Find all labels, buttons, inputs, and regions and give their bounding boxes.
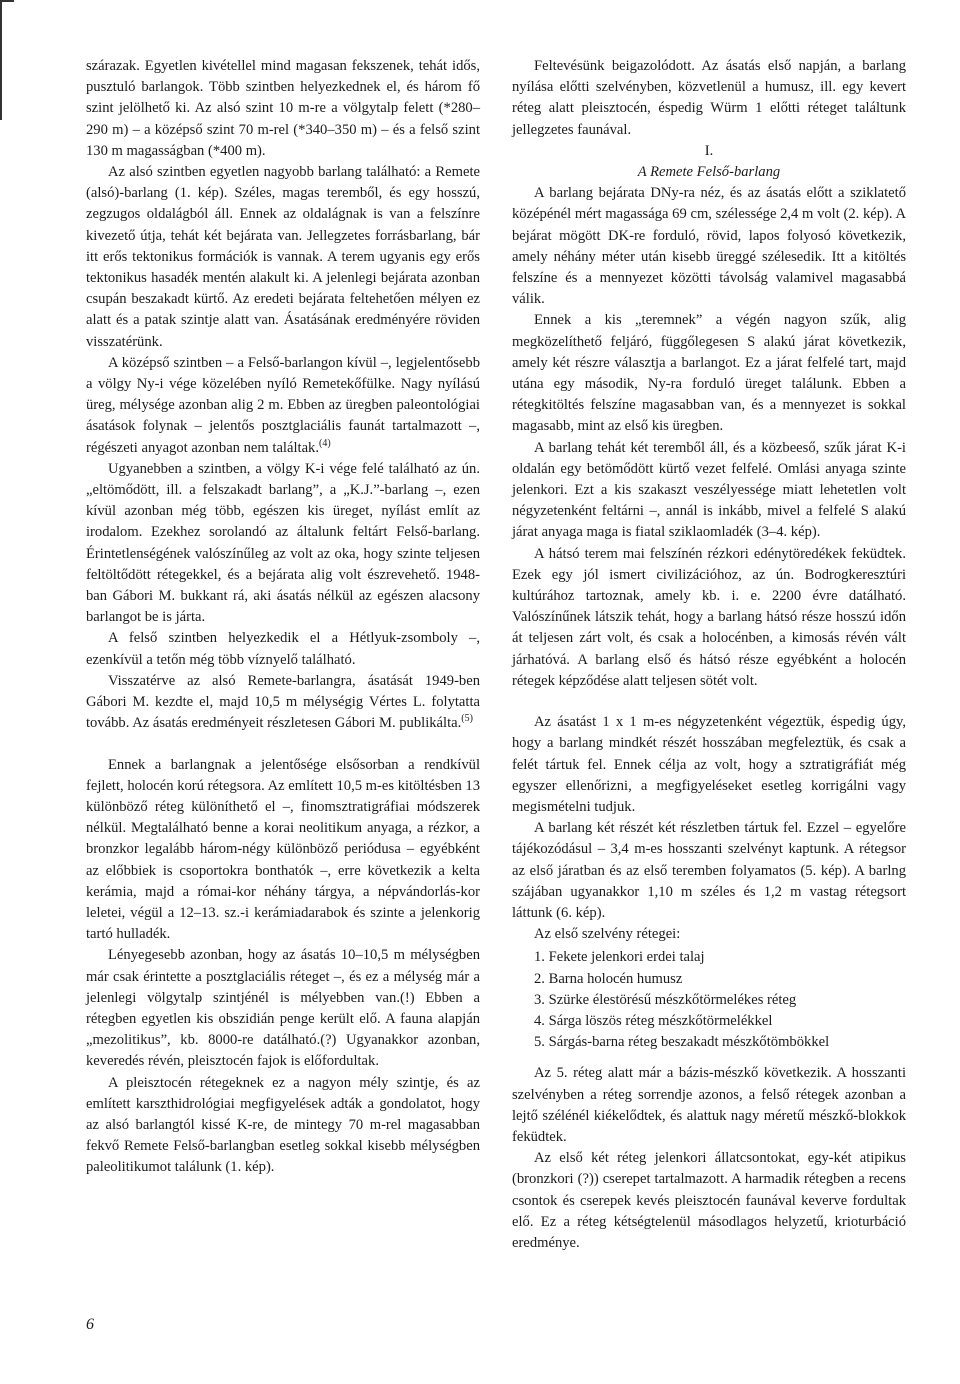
paragraph: Az első két réteg jelenkori állatcsontokat, egy-két atipikus (bronzkori (?)) cserepet tartalmazott. A harmadik rétegben a recens csontok és cserepek kevés pleisztocén faunával keverve fordultak elő. Ez a réteg kétségtelenül másodlagos helyzetű, krioturbáció eredménye. bbox=[512, 1150, 906, 1251]
paragraph: A barlang tehát két teremből áll, és a közbeeső, szűk járat K-i oldalán egy betömődött kürtő vezet felfelé. Omlási anyaga szinte jelenkori. Ezt a kis szakaszt veszélyessége miatt lehetetlen volt négyzetenként feltárni –, annál is inkább, mivel a felfelé S alakú járat anyaga maga is fiatal sziklaomladék (3–4. kép). bbox=[512, 439, 906, 541]
paragraph: Lényegesebb azonban, hogy az ásatás 10–10,5 m mélységben már csak érintette a posztglaciális réteget –, és ez a mélység már a jelenlegi völgytalp szintjénél is mélyebben van.(!) Ebben a rétegben egyetlen kis obszidián penge került elő. A fauna alapján „mezolitikus”, kb. 8000-re datálható.(?) Ugyanakkor azonban, keveredés révén, pleisztocén fajok is előfordultak. bbox=[86, 947, 480, 1070]
section-number: I. bbox=[704, 142, 714, 159]
page-number: 6 bbox=[86, 1316, 94, 1333]
paragraph: A hátsó terem mai felszínén rézkori edénytöredékek feküdtek. Ezek egy jól ismert civilizációhoz, az ún. Bodrogkeresztúri kultúrához tartoznak, amely kb. i. e. 2200 évre datálható. Valószínűnek látszik tehát, hogy a barlang hátsó része hosszú időn át teljesen zárt volt, és csak a holocénben, a kimosás révén vált járhatóvá. A barlang első és hátsó része egyébként a holocén rétegek képződése alatt teljesen sötét volt. bbox=[512, 545, 906, 689]
layer-list bbox=[512, 947, 906, 1053]
paragraph: A barlang két részét két részletben tártuk fel. Ezzel – egyelőre tájékozódásul – 3,4 m-es hosszanti szelvényt kaptunk. A rétegsor az első járatban és az első teremben folyamatos (5. kép). A barlng szájában ugyanakkor 1,10 m széles és 1,2 m vastag rétegsort láttunk (6. kép). bbox=[512, 820, 906, 921]
list-item: 3. Szürke élestörésű mészkőtörmelékes réteg bbox=[534, 991, 797, 1008]
paragraph: Az 5. réteg alatt már a bázis-mészkő következik. A hosszanti szelvényben a réteg sorrendje azonos, a felső rétegek azonban a lejtő szélénél kiékelődtek, és alattuk nagy méretű mészkő-blokkok feküdtek. bbox=[512, 1065, 906, 1145]
layer-list-intro: Az első szelvény rétegei: bbox=[534, 926, 681, 943]
paragraph: A barlang bejárata DNy-ra néz, és az ásatás előtt a sziklatető középénél mért magassága 69 cm, szélessége 2,4 m volt (2. kép). A bejárat mögött DK-re forduló, rövid, lapos folyosó következik, amely néhány méter után kisebb üreggé szélesedik. Itt a kitöltés felszíne és a mennyezet közötti távolság valamivel magasabbá válik. bbox=[512, 185, 906, 308]
paragraph: Feltevésünk beigazolódott. Az ásatás első napján, a barlang nyílása előtti szelvényben, közvetlenül a humusz, ill. egy kevert réteg alatt pleisztocén, éspedig Würm 1 előtti réteget találtunk jellegzetes faunával. bbox=[512, 58, 906, 138]
list-item: 1. Fekete jelenkori erdei talaj bbox=[534, 949, 705, 966]
list-item: 5. Sárgás-barna réteg beszakadt mészkőtömbökkel bbox=[534, 1034, 830, 1051]
paragraph: Ennek a kis „teremnek” a végén nagyon szűk, alig megközelíthető feljáró, függőlegesen S alakú járat következik, amely két részre választja a barlangot. Ez a járat felfelé tart, majd utána egy második, Ny-ra forduló üreget találunk. Ebben a rétegkitöltés felszíne magasabban van, és a mennyezet is sokkal magasabb, mint az első kis üregben. bbox=[512, 312, 906, 435]
paragraph: Ennek a barlangnak a jelentősége elsősorban a rendkívül fejlett, holocén korú rétegsora. Az említett 10,5 m-es kitöltésben 13 különböző réteg különíthető el –, finomsztratigráfiai módszerek nélkül. Megtalálható benne a korai neolitikum anyaga, a rézkor, a bronzkor legalább három-négy különböző periódusa – egyébként az előbbiek is csoportokra bonthatók –, erre következik a kelta kerámia, majd a római-kor néhány tárgya, a népvándorlás-kor leletei, végül a 12–13. sz.-i kerámiadarabok és szinte a jelenkorig tartó hulladék. bbox=[86, 756, 480, 943]
paragraph bbox=[86, 671, 480, 735]
paragraph: Ugyanebben a szintben, a völgy K-i vége felé található az ún. „eltömődött, ill. a felszakadt barlang”, a „K.J.”-barlang –, ezen kívül azonban még több, egészen kis üreget, nyílást említ az irodalom. Ezekhez sorolandó az általunk feltárt Felső-barlang. Érintetlenségének valószínűleg az volt az oka, hogy szinte teljesen feltöltődött rétegekkel, és a bejárata alig volt észrevehető. 1948-ban Gábori M. bukkant rá, aki ásatás nélkül az egészen alacsony barlangot be is járta. bbox=[86, 460, 480, 626]
paragraph-text: Visszatérve az alsó Remete-barlangra, ásatását 1949-ben Gábori M. kezdte el, majd 10,5 m mélységig Vértes L. folytatta tovább. Az ásatás eredményeit részletesen Gábori M. publikálta. bbox=[86, 672, 480, 732]
paragraph bbox=[86, 353, 480, 459]
left-column bbox=[86, 56, 480, 1179]
scan-edge-mark bbox=[0, 0, 2, 120]
paragraph: A pleisztocén rétegeknek ez a nagyon mély szintje, és az említett karszthidrológiai megfigyelések adták a gondolatot, hogy az alsó barlangtól kissé K-re, de mintegy 70 m-rel magasabban fekvő Remete Felső-barlangban esetleg sokkal kisebb mélységben paleolitikumot találunk (1. kép). bbox=[86, 1074, 480, 1176]
paragraph-text: A középső szintben – a Felső-barlangon kívül –, legjelentősebb a völgy Ny-i vége közelében nyíló Remetekőfülke. Nagy nyílású üreg, mélysége azonban alig 2 m. Ebben az üregben paleontológiai ásatások folynak – jelentős posztglaciális faunát tartalmazott –, régészeti anyagot azonban nem találtak. bbox=[86, 354, 480, 456]
paragraph: A felső szintben helyezkedik el a Hétlyuk-zsomboly –, ezenkívül a tetőn még több víznyelő található. bbox=[86, 630, 480, 668]
list-item: 4. Sárga löszös réteg mészkőtörmelékkel bbox=[534, 1012, 773, 1029]
footnote-ref: (5) bbox=[461, 713, 473, 725]
scan-edge-mark-horizontal bbox=[0, 0, 14, 2]
section-title: A Remete Felső-barlang bbox=[637, 164, 781, 181]
right-column bbox=[512, 56, 906, 1254]
paragraph: Az ásatást 1 x 1 m-es négyzetenként végeztük, éspedig úgy, hogy a barlang mindkét részét hosszában megfeleztük, és csak a felét tártuk fel. Ennek célja az volt, hogy a sztratigráfiát még egyszer ellenőrizni, a megfigyeléseket esetleg korrigálni vagy megismételni tudjuk. bbox=[512, 714, 906, 815]
paragraph: szárazak. Egyetlen kivétellel mind magasan fekszenek, tehát idős, pusztuló barlangok. Több szintben helyezkednek el, és három fő szint jelölhető ki. Az alsó szint 10 m-re a völgytalp felett (*280–290 m) – a középső szint 70 m-rel (*340–350 m) – és a felső szint 130 m magasságban (*400 m). bbox=[86, 58, 480, 159]
list-item: 2. Barna holocén humusz bbox=[534, 970, 683, 987]
footnote-ref: (4) bbox=[319, 437, 331, 449]
paragraph: Az alsó szintben egyetlen nagyobb barlang található: a Remete (alsó)-barlang (1. kép). Széles, magas teremből, és egy hosszú, zegzugos oldalágból áll. Ennek az oldalágnak is van a felszínre kivezető útja, tehát két bejárata van. Jellegzetes forrásbarlang, bár itt erős tektonikus formációk is vannak. A terem ugyanis egy erős tektonikus hasadék mentén alakult ki. A jelenlegi bejárata azonban csupán beszakadt kürtő. Az eredeti bejárata feltehetően mélyen ez alatt és a patak szintje alatt van. Ásatásának eredményére röviden visszatérünk. bbox=[86, 164, 480, 350]
